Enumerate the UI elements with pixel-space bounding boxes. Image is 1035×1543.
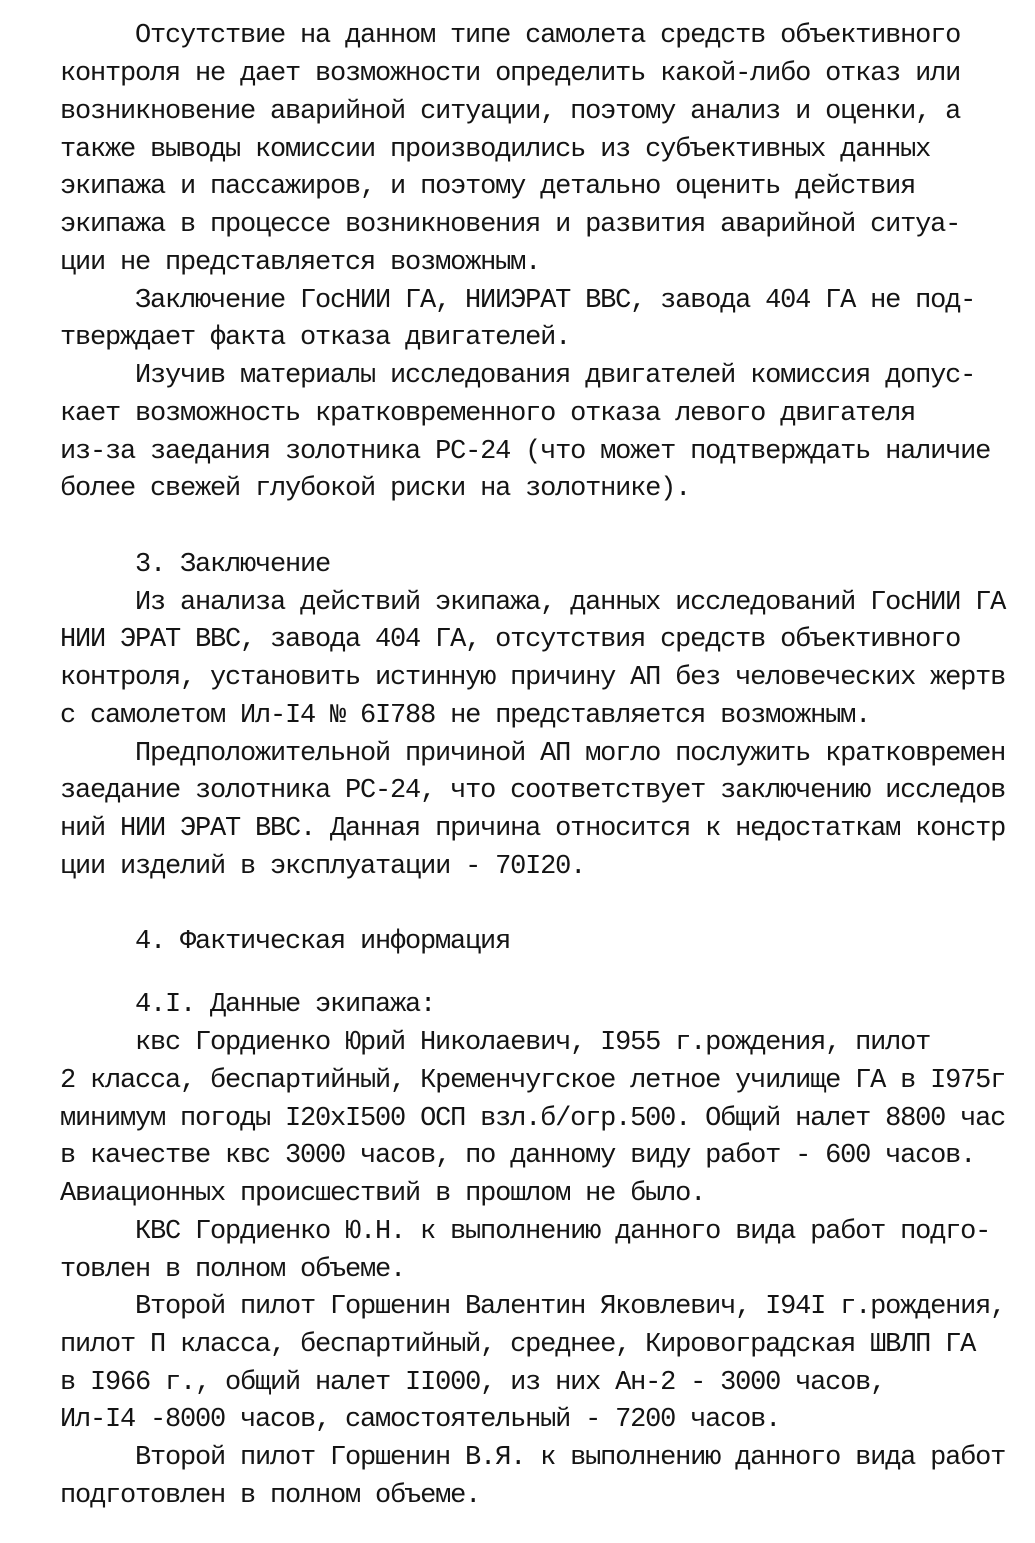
text-line: минимум погоды I20xI500 ОСП взл.б/огр.500. Общий налет 8800 час [60,1104,1006,1134]
text-line: контроля, установить истинную причину АП без человеческих жертв [60,663,1006,693]
text-line: возникновение аварийной ситуации, поэтому анализ и оценки, а [60,97,961,127]
section-heading: 4. Фактическая информация [135,927,511,957]
text-line: ции изделий в эксплуатации - 70I20. [60,852,586,882]
text-line: Отсутствие на данном типе самолета средств объективного [135,21,961,51]
text-line: Авиационных происшествий в прошлом не было. [60,1179,706,1209]
text-line: ции не представляется возможным. [60,248,541,278]
text-line: Заключение ГосНИИ ГА, НИИЭРАТ ВВС, завода 404 ГА не под- [135,286,976,316]
text-line: экипажа в процессе возникновения и развития аварийной ситуа- [60,210,961,240]
text-line: также выводы комиссии производились из субъективных данных [60,135,931,165]
text-line: подготовлен в полном объеме. [60,1481,481,1511]
text-line: контроля не дает возможности определить какой-либо отказ или [60,59,961,89]
text-line: Изучив материалы исследования двигателей комиссия допус- [135,361,976,391]
text-line: экипажа и пассажиров, и поэтому детально оценить действия [60,172,916,202]
text-line: более свежей глубокой риски на золотнике). [60,474,691,504]
text-line: ний НИИ ЭРАТ ВВС. Данная причина относится к недостаткам констр [60,814,1006,844]
text-line: из-за заедания золотника РС-24 (что может подтверждать наличие [60,437,991,467]
text-line: квс Гордиенко Юрий Николаевич, I955 г.рождения, пилот [135,1028,931,1058]
text-line: КВС Гордиенко Ю.Н. к выполнению данного вида работ подго- [135,1217,991,1247]
text-line: тверждает факта отказа двигателей. [60,323,571,353]
subsection-heading: 4.I. Данные экипажа: [135,990,436,1020]
text-line: в качестве квс 3000 часов, по данному виду работ - 600 часов. [60,1141,976,1171]
text-line: Предположительной причиной АП могло послужить кратковремен [135,739,1006,769]
text-line: товлен в полном объеме. [60,1255,406,1285]
text-line: заедание золотника РС-24, что соответствует заключению исследов [60,776,1006,806]
text-line: 2 класса, беспартийный, Кременчугское летное училище ГА в I975г [60,1066,1006,1096]
text-line: пилот П класса, беспартийный, среднее, Кировоградская ШВЛП ГА [60,1330,976,1360]
text-line: Из анализа действий экипажа, данных исследований ГосНИИ ГА [135,588,1006,618]
text-line: кает возможность кратковременного отказа левого двигателя [60,399,916,429]
text-line: Второй пилот Горшенин В.Я. к выполнению данного вида работ [135,1443,1006,1473]
text-line: Второй пилот Горшенин Валентин Яковлевич, I94I г.рождения, [135,1292,1006,1322]
text-line: в I966 г., общий налет II000, из них Ан-2 - 3000 часов, [60,1368,886,1398]
section-heading: 3. Заключение [135,550,331,580]
text-line: НИИ ЭРАТ ВВС, завода 404 ГА, отсутствия средств объективного [60,625,961,655]
text-line: с самолетом Ил-I4 № 6I788 не представляется возможным. [60,701,871,731]
text-line: Ил-I4 -8000 часов, самостоятельный - 7200 часов. [60,1405,781,1435]
